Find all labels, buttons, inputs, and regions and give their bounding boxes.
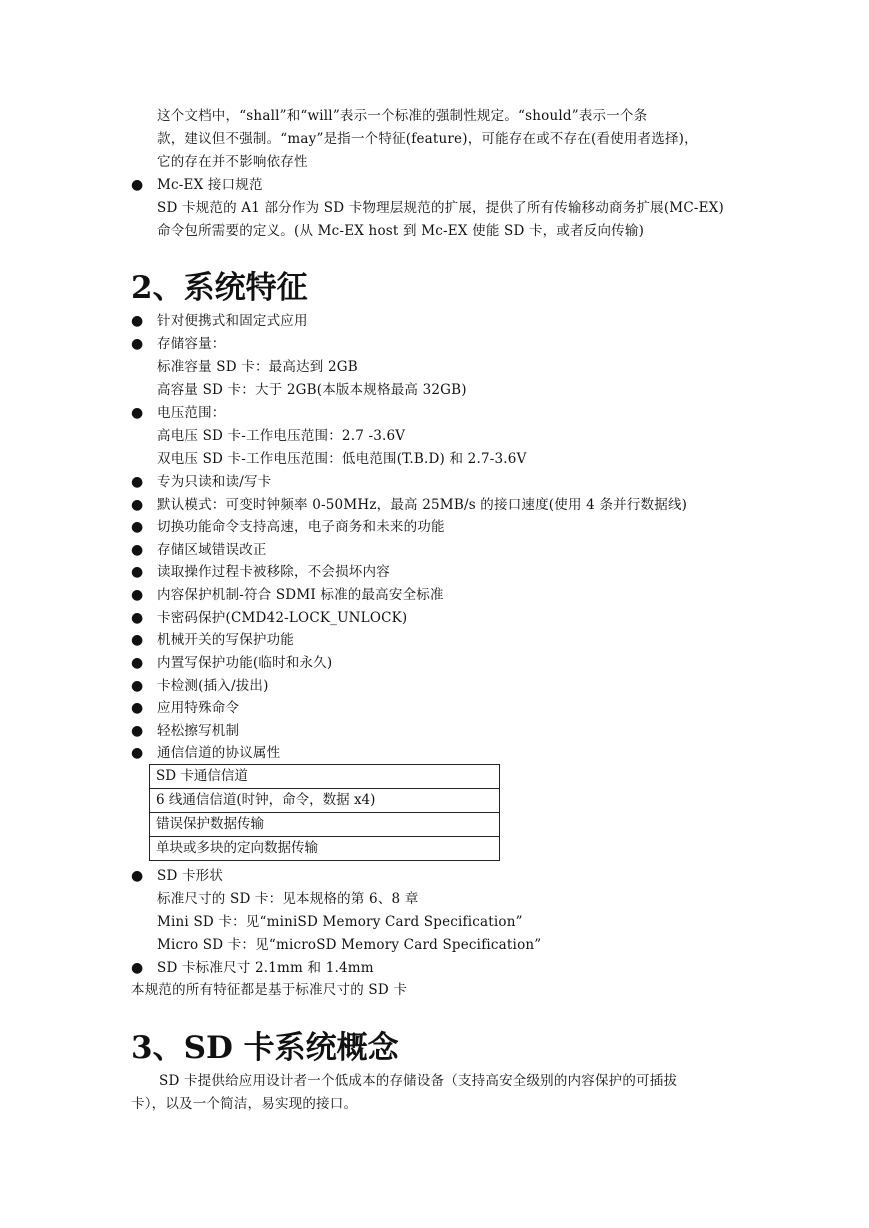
bullet-icon: ● xyxy=(131,632,144,648)
intro-line-1: 这个文档中，“shall”和“will”表示一个标准的强制性规定。“should”表示一个条 xyxy=(157,108,648,124)
table-row xyxy=(150,813,500,837)
intro-line-3: 它的存在并不影响依存性 xyxy=(157,154,308,170)
table-cell: SD 卡通信信道 xyxy=(150,765,500,789)
feature-subline: 标准容量 SD 卡：最高达到 2GB xyxy=(157,359,358,375)
bullet-icon: ● xyxy=(131,587,144,603)
closing-line: 本规范的所有特征都是基于标准尺寸的 SD 卡 xyxy=(131,982,408,998)
mcex-title: Mc-EX 接口规范 xyxy=(157,177,263,193)
bullet-icon: ● xyxy=(131,405,144,421)
bullet-icon: ● xyxy=(131,960,144,976)
form-line: 标准尺寸的 SD 卡：见本规格的第 6、8 章 xyxy=(157,891,419,907)
table-row xyxy=(150,837,500,861)
bullet-icon: ● xyxy=(131,745,144,761)
feature-subline: 高电压 SD 卡-工作电压范围：2.7 -3.6V xyxy=(157,428,406,444)
feature-item: 专为只读和读/写卡 xyxy=(157,474,272,490)
section-3-line-1: SD 卡提供给应用设计者一个低成本的存储设备（支持高安全级别的内容保护的可插拔 xyxy=(159,1073,678,1089)
feature-subline: 双电压 SD 卡-工作电压范围：低电范围(T.B.D) 和 2.7-3.6V xyxy=(157,451,527,467)
feature-item: 内置写保护功能(临时和永久) xyxy=(157,655,333,671)
bullet-icon: ● xyxy=(131,564,144,580)
bullet-icon: ● xyxy=(131,723,144,739)
feature-item: 机械开关的写保护功能 xyxy=(157,632,294,648)
bullet-icon: ● xyxy=(131,700,144,716)
section-3-heading: 3、SD 卡系统概念 xyxy=(131,1030,399,1066)
bullet-icon: ● xyxy=(131,336,144,352)
feature-subline: 高容量 SD 卡：大于 2GB(本版本规格最高 32GB) xyxy=(157,382,467,398)
bullet-icon: ● xyxy=(131,497,144,513)
protocol-table xyxy=(149,764,500,861)
table-cell: 错误保护数据传输 xyxy=(150,813,500,837)
bullet-icon: ● xyxy=(131,313,144,329)
feature-item: 默认模式：可变时钟频率 0-50MHz，最高 25MB/s 的接口速度(使用 4 条并行数据线) xyxy=(157,497,688,513)
feature-item: 针对便携式和固定式应用 xyxy=(157,313,308,329)
table-cell: 6 线通信信道(时钟，命令，数据 x4) xyxy=(150,789,500,813)
feature-item: 通信信道的协议属性 xyxy=(157,745,281,761)
feature-item: 存储容量： xyxy=(157,336,226,352)
bullet-icon: ● xyxy=(131,610,144,626)
feature-item: 轻松擦写机制 xyxy=(157,723,240,739)
form-title: SD 卡形状 xyxy=(157,868,224,884)
feature-item: 电压范围： xyxy=(157,405,226,421)
feature-item: 应用特殊命令 xyxy=(157,700,240,716)
table-cell: 单块或多块的定向数据传输 xyxy=(150,837,500,861)
table-row xyxy=(150,789,500,813)
feature-item: 存储区域错误改正 xyxy=(157,542,267,558)
section-3-line-2: 卡），以及一个简洁，易实现的接口。 xyxy=(131,1096,358,1112)
bullet-icon: ● xyxy=(131,678,144,694)
form-line: Mini SD 卡：见“miniSD Memory Card Specification” xyxy=(157,914,523,930)
bullet-icon: ● xyxy=(131,519,144,535)
bullet-icon: ● xyxy=(131,177,144,193)
section-2-heading: 2、系统特征 xyxy=(131,270,308,306)
thickness-item: SD 卡标准尺寸 2.1mm 和 1.4mm xyxy=(157,960,374,976)
feature-item: 切换功能命令支持高速，电子商务和未来的功能 xyxy=(157,519,445,535)
intro-line-2: 款，建议但不强制。“may”是指一个特征(feature)，可能存在或不存在(看使用者选择)， xyxy=(157,131,698,147)
bullet-icon: ● xyxy=(131,474,144,490)
feature-item: 读取操作过程卡被移除，不会损坏内容 xyxy=(157,564,390,580)
mcex-line-1: SD 卡规范的 A1 部分作为 SD 卡物理层规范的扩展，提供了所有传输移动商务扩展(MC-EX) xyxy=(157,200,724,216)
bullet-icon: ● xyxy=(131,542,144,558)
bullet-icon: ● xyxy=(131,868,144,884)
feature-item: 内容保护机制-符合 SDMI 标准的最高安全标准 xyxy=(157,587,444,603)
bullet-icon: ● xyxy=(131,655,144,671)
feature-item: 卡检测(插入/拔出) xyxy=(157,678,269,694)
table-row xyxy=(150,765,500,789)
feature-item: 卡密码保护(CMD42-LOCK_UNLOCK) xyxy=(157,610,408,626)
form-line: Micro SD 卡：见“microSD Memory Card Specification” xyxy=(157,937,542,953)
mcex-line-2: 命令包所需要的定义。(从 Mc-EX host 到 Mc-EX 使能 SD 卡，或者反向传输) xyxy=(157,223,645,239)
